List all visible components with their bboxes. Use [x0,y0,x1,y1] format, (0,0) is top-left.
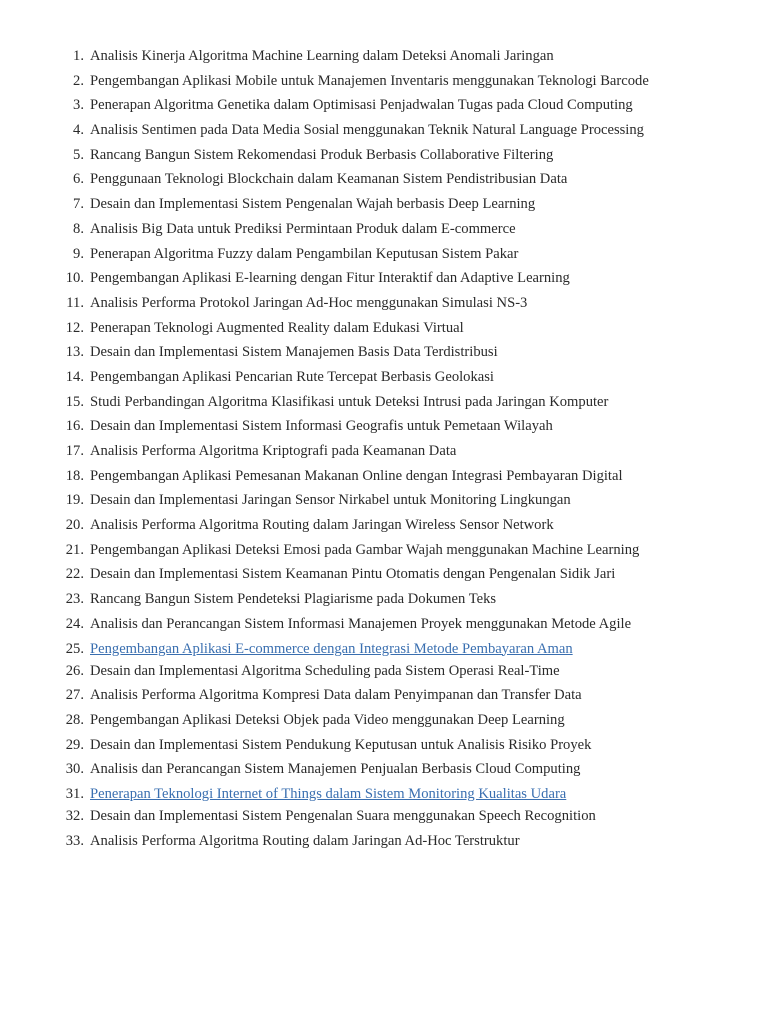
list-item-text: Rancang Bangun Sistem Rekomendasi Produk Berbasis Collaborative Filtering [90,146,554,163]
list-item-number: 6. [73,171,84,188]
list-item [0,708,768,733]
list-item-number: 20. [65,517,84,534]
list-item-text: Desain dan Implementasi Sistem Pendukung Keputusan untuk Analisis Risiko Proyek [90,736,592,753]
list-item-text: Rancang Bangun Sistem Pendeteksi Plagiarisme pada Dokumen Teks [90,591,497,608]
list-item-text: Penerapan Teknologi Augmented Reality dalam Edukasi Virtual [90,319,464,336]
list-item-number: 17. [65,443,84,459]
list-item-number: 33. [65,832,84,849]
list-item-text: Desain dan Implementasi Algoritma Scheduling pada Sistem Operasi Real-Time [90,662,560,679]
list-item-text: Analisis Kinerja Algoritma Machine Learning dalam Deteksi Anomali Jaringan [90,48,554,64]
topic-list [0,44,768,853]
list-item-text: Analisis Big Data untuk Prediksi Permintaan Produk dalam E-commerce [90,220,516,237]
list-item [0,538,768,563]
list-item[interactable] [0,640,768,659]
list-item [0,414,768,439]
list-item-text: Desain dan Implementasi Sistem Manajemen Basis Data Terdistribusi [90,344,498,361]
list-item [0,93,768,118]
list-item-text: Pengembangan Aplikasi Deteksi Objek pada Video menggunakan Deep Learning [90,711,565,728]
list-item-text: Analisis dan Perancangan Sistem Informasi Manajemen Proyek menggunakan Metode Agile [90,615,632,632]
list-item [0,192,768,217]
list-item-text: Pengembangan Aplikasi E-learning dengan Fitur Interaktif dan Adaptive Learning [90,270,570,287]
list-item-text: Analisis dan Perancangan Sistem Manajemen Penjualan Berbasis Cloud Computing [90,761,581,778]
list-item [0,291,768,316]
list-item-number: 15. [65,393,84,410]
list-item-text: Pengembangan Aplikasi Pemesanan Makanan Online dengan Integrasi Pembayaran Digital [90,467,623,484]
list-item-number: 5. [73,146,84,163]
list-item [0,143,768,168]
list-item-number: 29. [65,736,84,753]
list-item-number: 30. [65,761,84,778]
list-item [0,804,768,829]
list-item [0,562,768,587]
list-item-text: Analisis Sentimen pada Data Media Sosial menggunakan Teknik Natural Language Processing [90,122,644,139]
list-item [0,44,768,69]
list-item-number: 8. [73,220,84,237]
list-item-number: 10. [65,270,84,287]
list-item [0,757,768,782]
list-item-number: 12. [65,319,84,336]
list-item-text: Analisis Performa Algoritma Routing dalam Jaringan Wireless Sensor Network [90,517,554,534]
list-item-number: 27. [65,687,84,704]
list-item-text: Penerapan Algoritma Genetika dalam Optimisasi Penjadwalan Tugas pada Cloud Computing [90,97,633,114]
list-item-number: 13. [65,344,84,361]
list-item [0,513,768,538]
list-item-text: Desain dan Implementasi Sistem Keamanan Pintu Otomatis dengan Pengenalan Sidik Jari [90,566,616,583]
list-item-number: 3. [73,97,84,114]
list-item-number: 31. [65,785,84,802]
list-item [0,659,768,684]
list-item [0,612,768,637]
list-item [0,464,768,489]
list-item-text: Desain dan Implementasi Sistem Informasi Geografis untuk Pemetaan Wilayah [90,418,553,435]
list-item [0,390,768,415]
list-item-number: 26. [65,662,84,679]
list-item-number: 16. [65,418,84,435]
list-item [0,340,768,365]
list-item-text: Penggunaan Teknologi Blockchain dalam Keamanan Sistem Pendistribusian Data [90,171,568,188]
list-item-number: 1. [73,48,84,64]
list-item [0,217,768,242]
list-item-link[interactable]: Pengembangan Aplikasi E-commerce dengan Integrasi Metode Pembayaran Aman [90,640,573,657]
list-item-text: Analisis Performa Algoritma Kompresi Data dalam Penyimpanan dan Transfer Data [90,687,582,704]
list-item-text: Analisis Performa Algoritma Routing dalam Jaringan Ad-Hoc Terstruktur [90,832,520,849]
list-item-link[interactable]: Penerapan Teknologi Internet of Things dalam Sistem Monitoring Kualitas Udara [90,785,567,802]
list-item-text: Desain dan Implementasi Sistem Pengenalan Wajah berbasis Deep Learning [90,196,536,213]
list-item-number: 18. [65,467,84,484]
list-item [0,829,768,854]
list-item-number: 21. [65,541,84,558]
list-item-number: 9. [73,245,84,262]
list-item [0,439,768,464]
list-item[interactable] [0,785,768,804]
list-item [0,587,768,612]
list-item-text: Desain dan Implementasi Jaringan Sensor Nirkabel untuk Monitoring Lingkungan [90,492,571,509]
list-item-text: Studi Perbandingan Algoritma Klasifikasi untuk Deteksi Intrusi pada Jaringan Komputer [90,393,609,410]
list-item-number: 32. [65,807,84,824]
list-item-number: 28. [65,711,84,728]
list-item [0,733,768,758]
list-item [0,69,768,94]
list-item-number: 4. [73,122,84,139]
list-item-text: Analisis Performa Algoritma Kriptografi pada Keamanan Data [90,443,457,459]
list-item-text: Pengembangan Aplikasi Pencarian Rute Tercepat Berbasis Geolokasi [90,368,494,385]
list-item [0,118,768,143]
list-item-number: 24. [65,615,84,632]
list-item-number: 2. [73,72,84,89]
list-item [0,167,768,192]
list-item-text: Penerapan Algoritma Fuzzy dalam Pengambilan Keputusan Sistem Pakar [90,245,519,262]
list-item-text: Desain dan Implementasi Sistem Pengenalan Suara menggunakan Speech Recognition [90,807,596,824]
list-item-number: 11. [66,294,84,311]
list-item-number: 14. [65,368,84,385]
list-item-number: 22. [65,566,84,583]
list-item [0,316,768,341]
list-item-number: 23. [65,591,84,608]
list-item-number: 7. [73,196,84,213]
list-item [0,683,768,708]
list-item-number: 19. [65,492,84,509]
list-item-text: Pengembangan Aplikasi Deteksi Emosi pada Gambar Wajah menggunakan Machine Learning [90,541,640,558]
list-item [0,242,768,267]
list-item [0,488,768,513]
list-item-number: 25. [65,640,84,657]
list-item [0,266,768,291]
list-item [0,365,768,390]
list-item-text: Analisis Performa Protokol Jaringan Ad-Hoc menggunakan Simulasi NS-3 [90,294,528,311]
list-item-text: Pengembangan Aplikasi Mobile untuk Manajemen Inventaris menggunakan Teknologi Barcode [90,72,649,89]
